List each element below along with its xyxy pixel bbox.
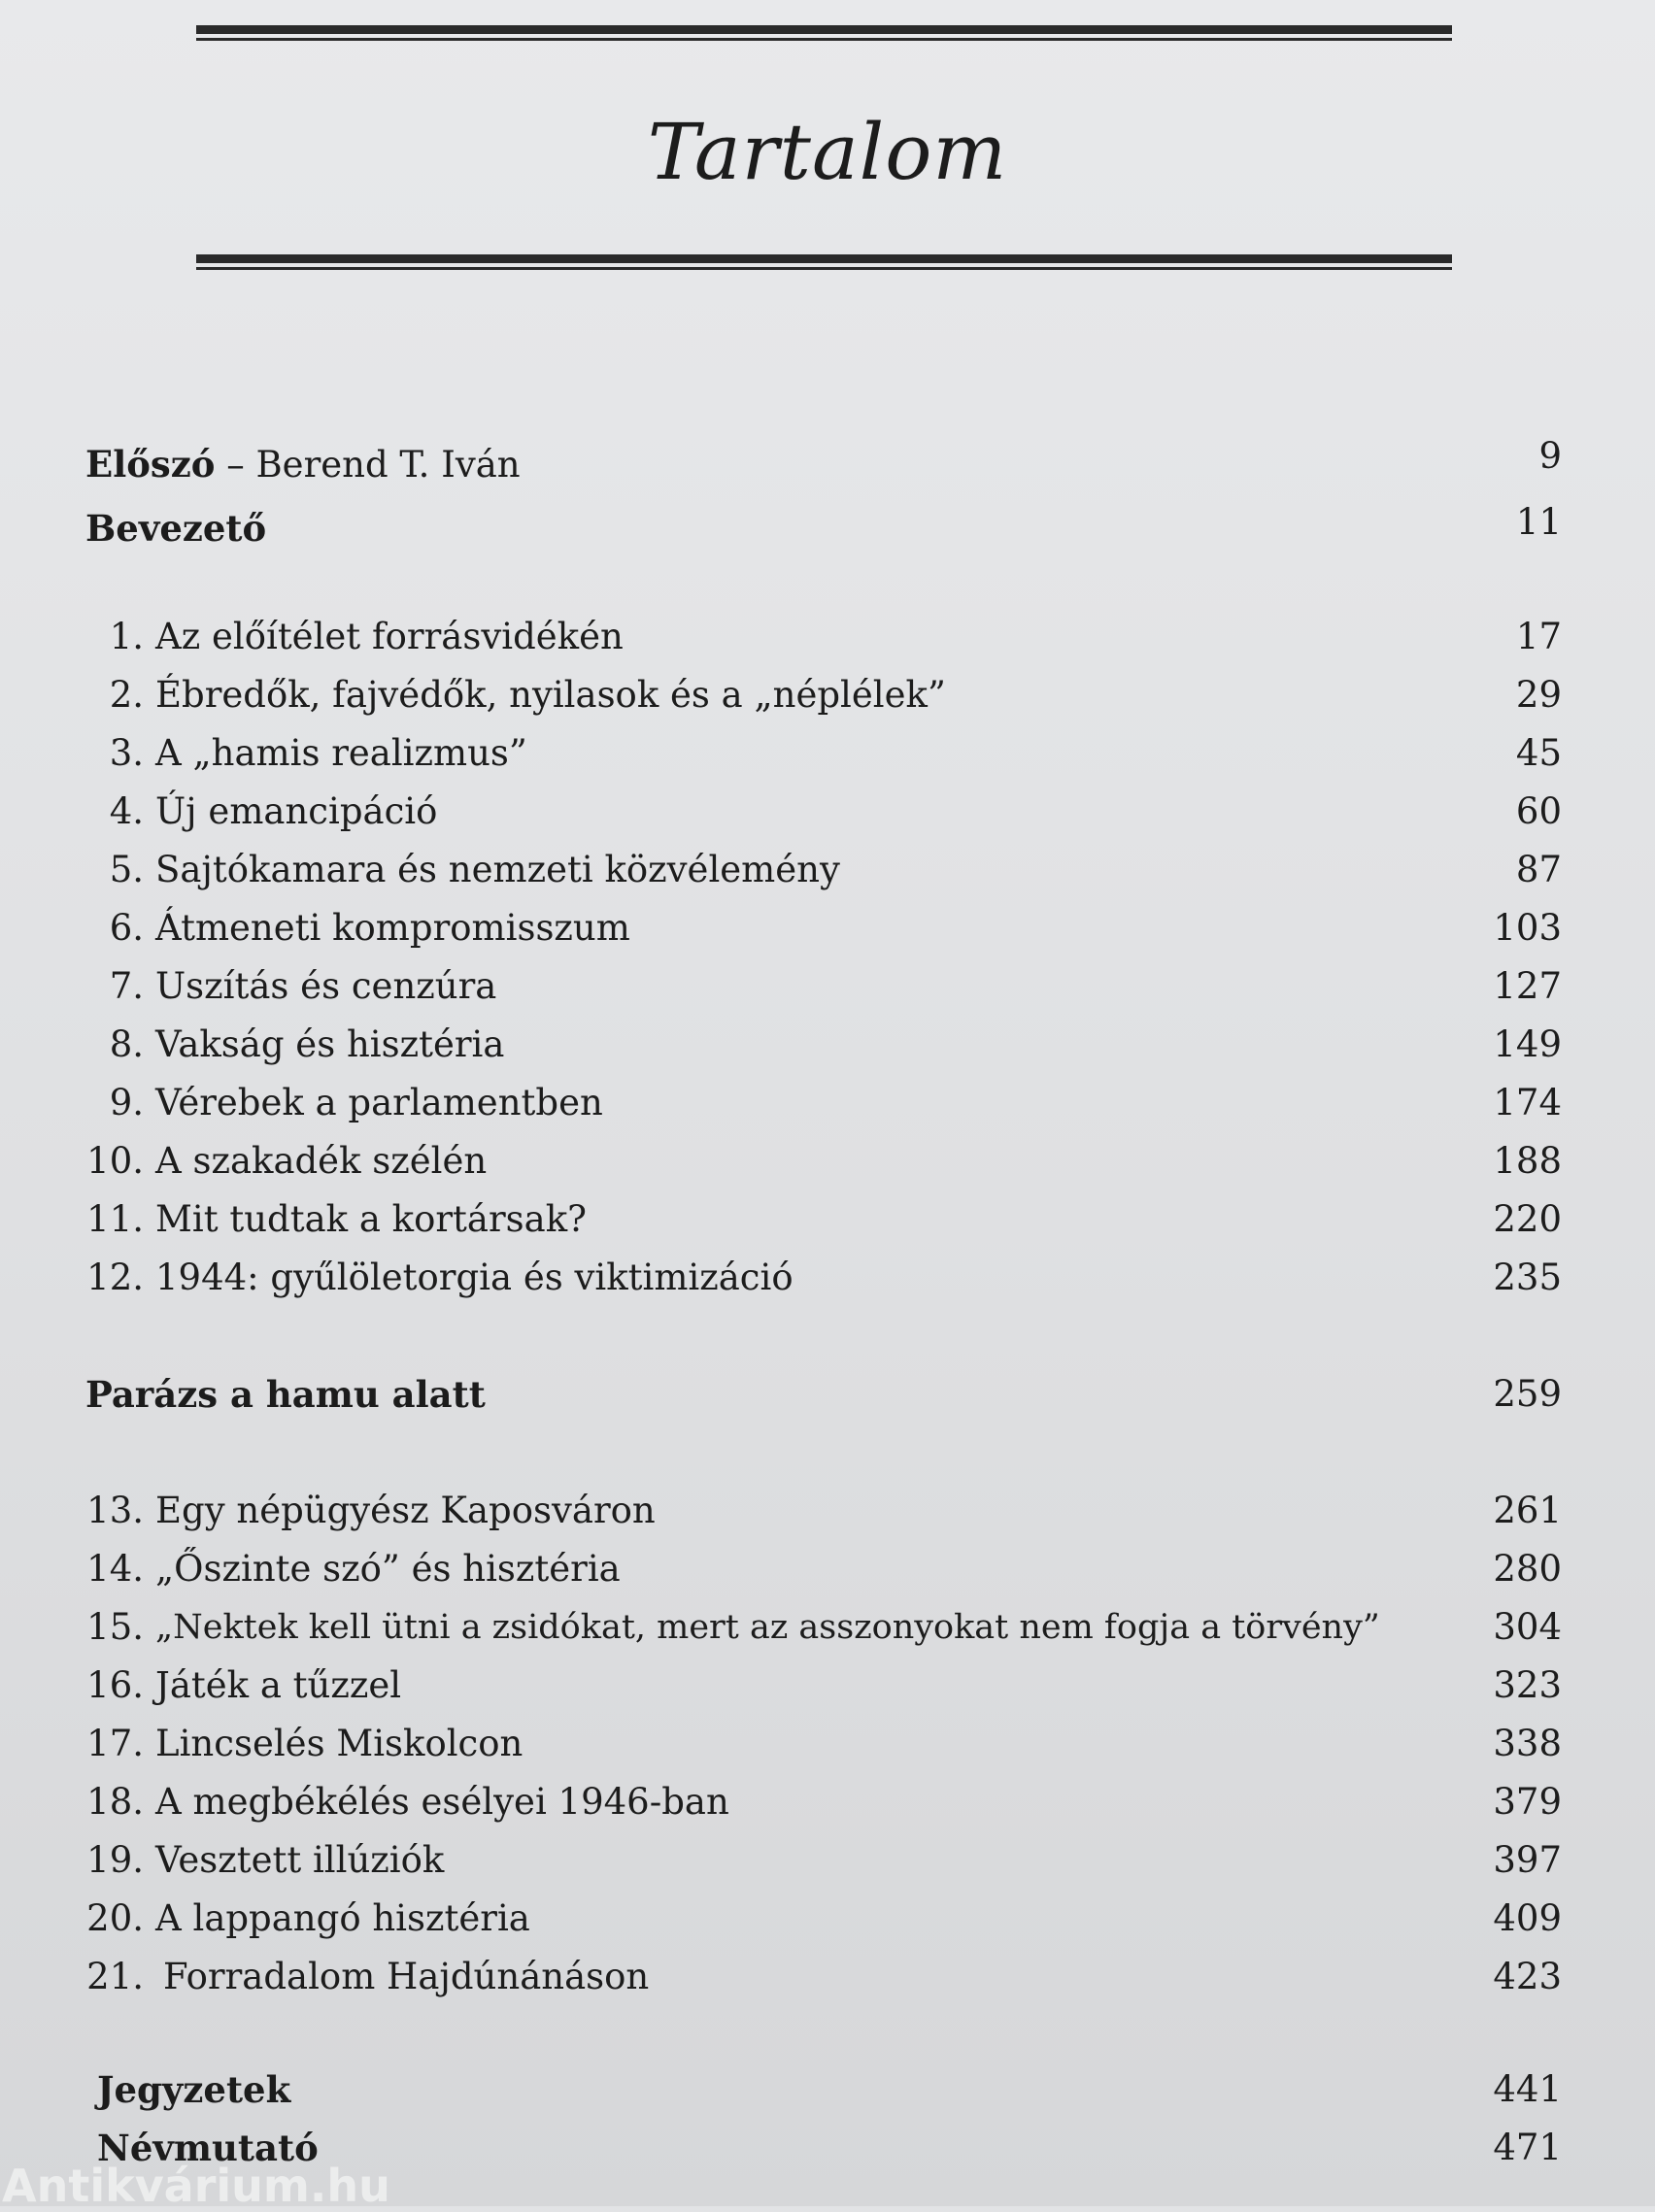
toc-section-heading: Parázs a hamu alatt 259 — [85, 1365, 1562, 1424]
bottom-rule — [196, 254, 1452, 270]
toc-entry: 12. 1944: gyűlöletorgia és viktimizáció 235 — [86, 1257, 1562, 1298]
page-number: 11 — [1515, 501, 1562, 543]
toc-entry: 5. Sajtókamara és nemzeti közvélemény 87 — [109, 849, 1562, 890]
toc-entry: 13. Egy népügyész Kaposváron 261 — [86, 1490, 1562, 1531]
toc-entry: 6. Átmeneti kompromisszum 103 — [109, 907, 1562, 949]
toc-entry: 14. „Őszinte szó” és hisztéria 280 — [86, 1548, 1562, 1590]
toc-entry: 10. A szakadék szélén 188 — [86, 1140, 1562, 1182]
toc-entry-index: Névmutató 471 — [85, 2119, 1562, 2177]
toc-entry: 9. Vérebek a parlamentben 174 — [109, 1082, 1562, 1123]
toc-entry: 19. Vesztett illúziók 397 — [86, 1839, 1562, 1881]
page-number: 259 — [1493, 1373, 1562, 1415]
toc-entry: 16. Játék a tűzzel 323 — [86, 1664, 1562, 1706]
toc-entry: 7. Uszítás és cenzúra 127 — [109, 965, 1562, 1007]
toc-entry: 15. „Nektek kell ütni a zsidókat, mert az asszonyokat nem fogja a törvény” 304 — [86, 1606, 1562, 1648]
toc-entry: 3. A „hamis realizmus” 45 — [109, 732, 1562, 774]
toc-entry: 18. A megbékélés esélyei 1946-ban 379 — [86, 1781, 1562, 1823]
top-rule — [196, 25, 1452, 41]
page-number: 471 — [1493, 2127, 1562, 2168]
toc-entry-introduction: Bevezető 11 — [85, 499, 1562, 557]
page-number: 441 — [1493, 2068, 1562, 2110]
toc-entry: 2. Ébredők, fajvédők, nyilasok és a „néplélek” 29 — [109, 674, 1562, 716]
toc-entry: 11. Mit tudtak a kortársak? 220 — [86, 1198, 1562, 1240]
watermark: Antikvárium.hu — [2, 2160, 390, 2212]
page-title: Tartalom — [647, 107, 1008, 197]
toc-entry-foreword: Előszó – Berend T. Iván 9 — [85, 435, 1562, 493]
toc-entry: 8. Vakság és hisztéria 149 — [109, 1023, 1562, 1065]
page-number: 9 — [1538, 435, 1562, 477]
toc-entry: 20. A lappangó hisztéria 409 — [86, 1897, 1562, 1939]
toc-entry-notes: Jegyzetek 441 — [85, 2061, 1562, 2119]
toc-entry: 21. Forradalom Hajdúnánáson 423 — [86, 1956, 1562, 1997]
toc-entry: 4. Új emancipáció 60 — [109, 790, 1562, 832]
toc-entry: 17. Lincselés Miskolcon 338 — [86, 1723, 1562, 1764]
toc-entry: 1. Az előítélet forrásvidékén 17 — [109, 616, 1562, 657]
